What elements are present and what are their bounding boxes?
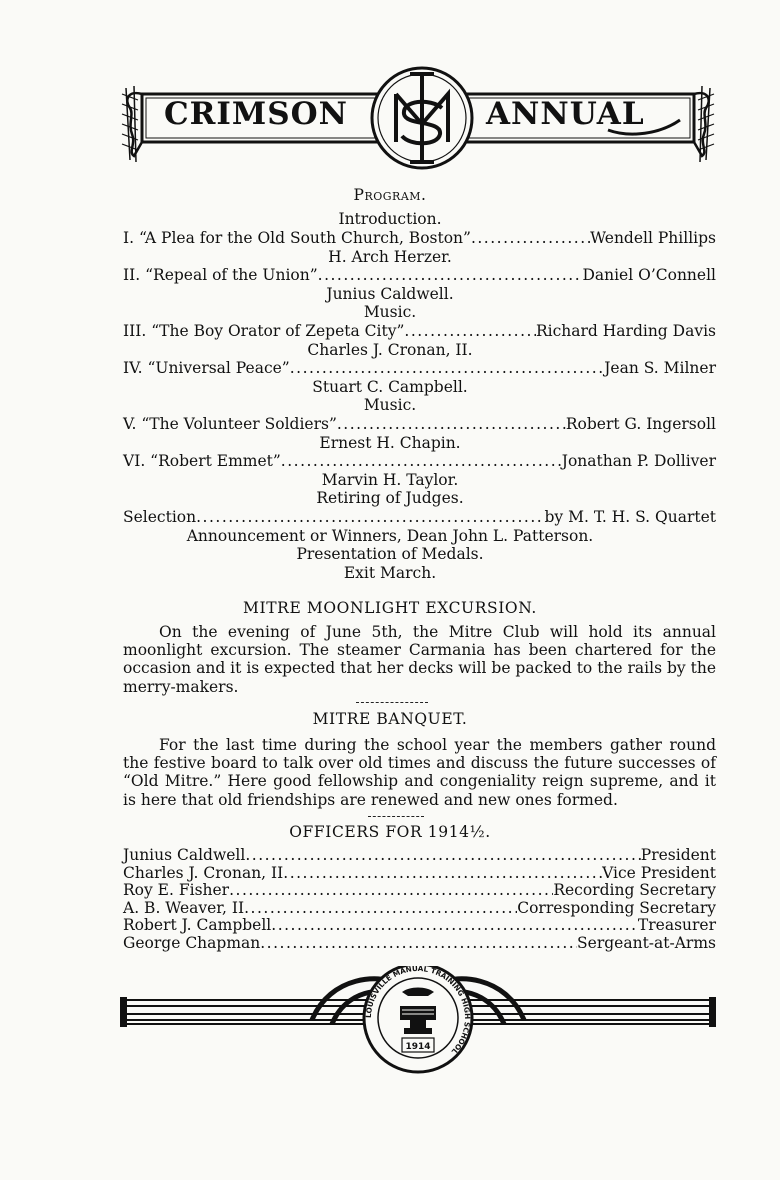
excursion-body: On the evening of June 5th, the Mitre Club will hold its annual moonlight excursion. The steamer Carmania has been chartered for the occasion and it is expected that her decks will be packed to the rails by the merry-makers. [123,623,716,696]
program-line-item [123,452,716,470]
program-item-title: VI. “Robert Emmet” [123,452,281,471]
program-item-author: Jean S. Milner [604,359,716,378]
program-item-title: I. “A Plea for the Old South Church, Boston” [123,229,471,247]
leader-dots [245,846,640,864]
program-line-centered: Stuart C. Campbell. [312,377,468,396]
program-title: Program. [353,186,427,204]
officer-role: Vice President [602,863,716,882]
program-line-item [123,229,716,247]
officer-name: A. B. Weaver, II [123,898,245,917]
leader-dots [471,229,590,247]
program-item-title: II. “Repeal of the Union” [123,266,318,285]
program-line-centered: Marvin H. Taylor. [321,470,459,489]
officer-row [123,881,716,899]
officer-name: Junius Caldwell [123,846,246,864]
banner-word-left: CRIMSON [164,96,348,132]
officer-name: Robert J. Campbell [123,916,272,935]
officer-role: Recording Secretary [553,881,716,900]
program-item-author: Daniel O’Connell [582,266,716,285]
leader-dots [196,508,544,526]
officer-row [123,864,716,882]
officer-row [123,934,716,952]
program-line-centered: Music. [363,396,417,415]
program-item-title: Selection [123,508,197,526]
officer-name: George Chapman [123,934,261,952]
program-line-item [123,322,716,340]
leader-dots [337,415,566,433]
program-item-author: Wendell Phillips [590,229,716,247]
footer-emblem [120,966,716,1076]
program-line-centered: Exit March. [343,563,437,582]
excursion-heading: MITRE MOONLIGHT EXCURSION. [243,599,537,617]
program-item-title: IV. “Universal Peace” [123,359,290,378]
leader-dots [290,359,604,377]
banquet-body: For the last time during the school year the members gather round the festive board to talk over old times and discuss the future successes of “Old Mitre.” Here good fellowship and congeniality reign supreme, and it is here that old friendships are renewed and new ones formed. [123,736,716,809]
leader-dots [271,916,638,934]
program-item-author: Richard Harding Davis [535,322,716,340]
program-item-title: III. “The Boy Orator of Zepeta City” [123,322,405,340]
banner-word-right: ANNUAL [486,96,645,132]
seal-ring-text: LOUISVILLE MANUAL TRAINING HIGH SCHOOL [363,966,473,1057]
officer-row [123,899,716,917]
officer-name: Roy E. Fisher [123,881,230,900]
officer-row [123,846,716,864]
section-divider [356,702,428,703]
program-line-centered: Retiring of Judges. [316,489,464,508]
officer-name: Charles J. Cronan, II [123,863,284,882]
leader-dots [260,934,577,952]
officers-heading: OFFICERS FOR 1914½. [289,823,491,841]
program-line-item [123,508,716,526]
leader-dots [404,322,536,340]
officer-row [123,916,716,934]
officer-role: President [640,846,716,864]
program-line-item [123,359,716,377]
school-seal-ornament [120,966,716,1076]
program-line-centered: Junius Caldwell. [326,284,454,303]
header-banner [120,64,716,174]
program-item-title: V. “The Volunteer Soldiers” [123,415,337,433]
program-line-item [123,415,716,433]
program-line-item [123,266,716,284]
program-line-centered: Announcement or Winners, Dean John L. Patterson. [186,526,594,545]
program-line-centered: Ernest H. Chapin. [319,433,461,452]
leader-dots [318,266,583,284]
leader-dots [281,452,562,470]
program-intro: Introduction. [338,210,442,228]
program-line-centered: Music. [363,303,417,322]
program-line-centered: Charles J. Cronan, II. [307,340,473,359]
officer-role: Sergeant-at-Arms [577,934,716,952]
leader-dots [283,864,602,882]
leader-dots [244,899,517,917]
program-line-centered: Presentation of Medals. [296,545,484,564]
seal-year: 1914 [405,1042,431,1052]
officer-role: Corresponding Secretary [517,898,716,917]
leader-dots [229,881,553,899]
officer-role: Treasurer [637,916,716,935]
program-item-author: Jonathan P. Dolliver [561,452,716,471]
banquet-heading: MITRE BANQUET. [312,710,468,728]
program-item-author: by M. T. H. S. Quartet [544,508,716,526]
program-line-centered: H. Arch Herzer. [328,247,452,266]
section-divider [368,816,424,817]
program-item-author: Robert G. Ingersoll [565,415,716,433]
